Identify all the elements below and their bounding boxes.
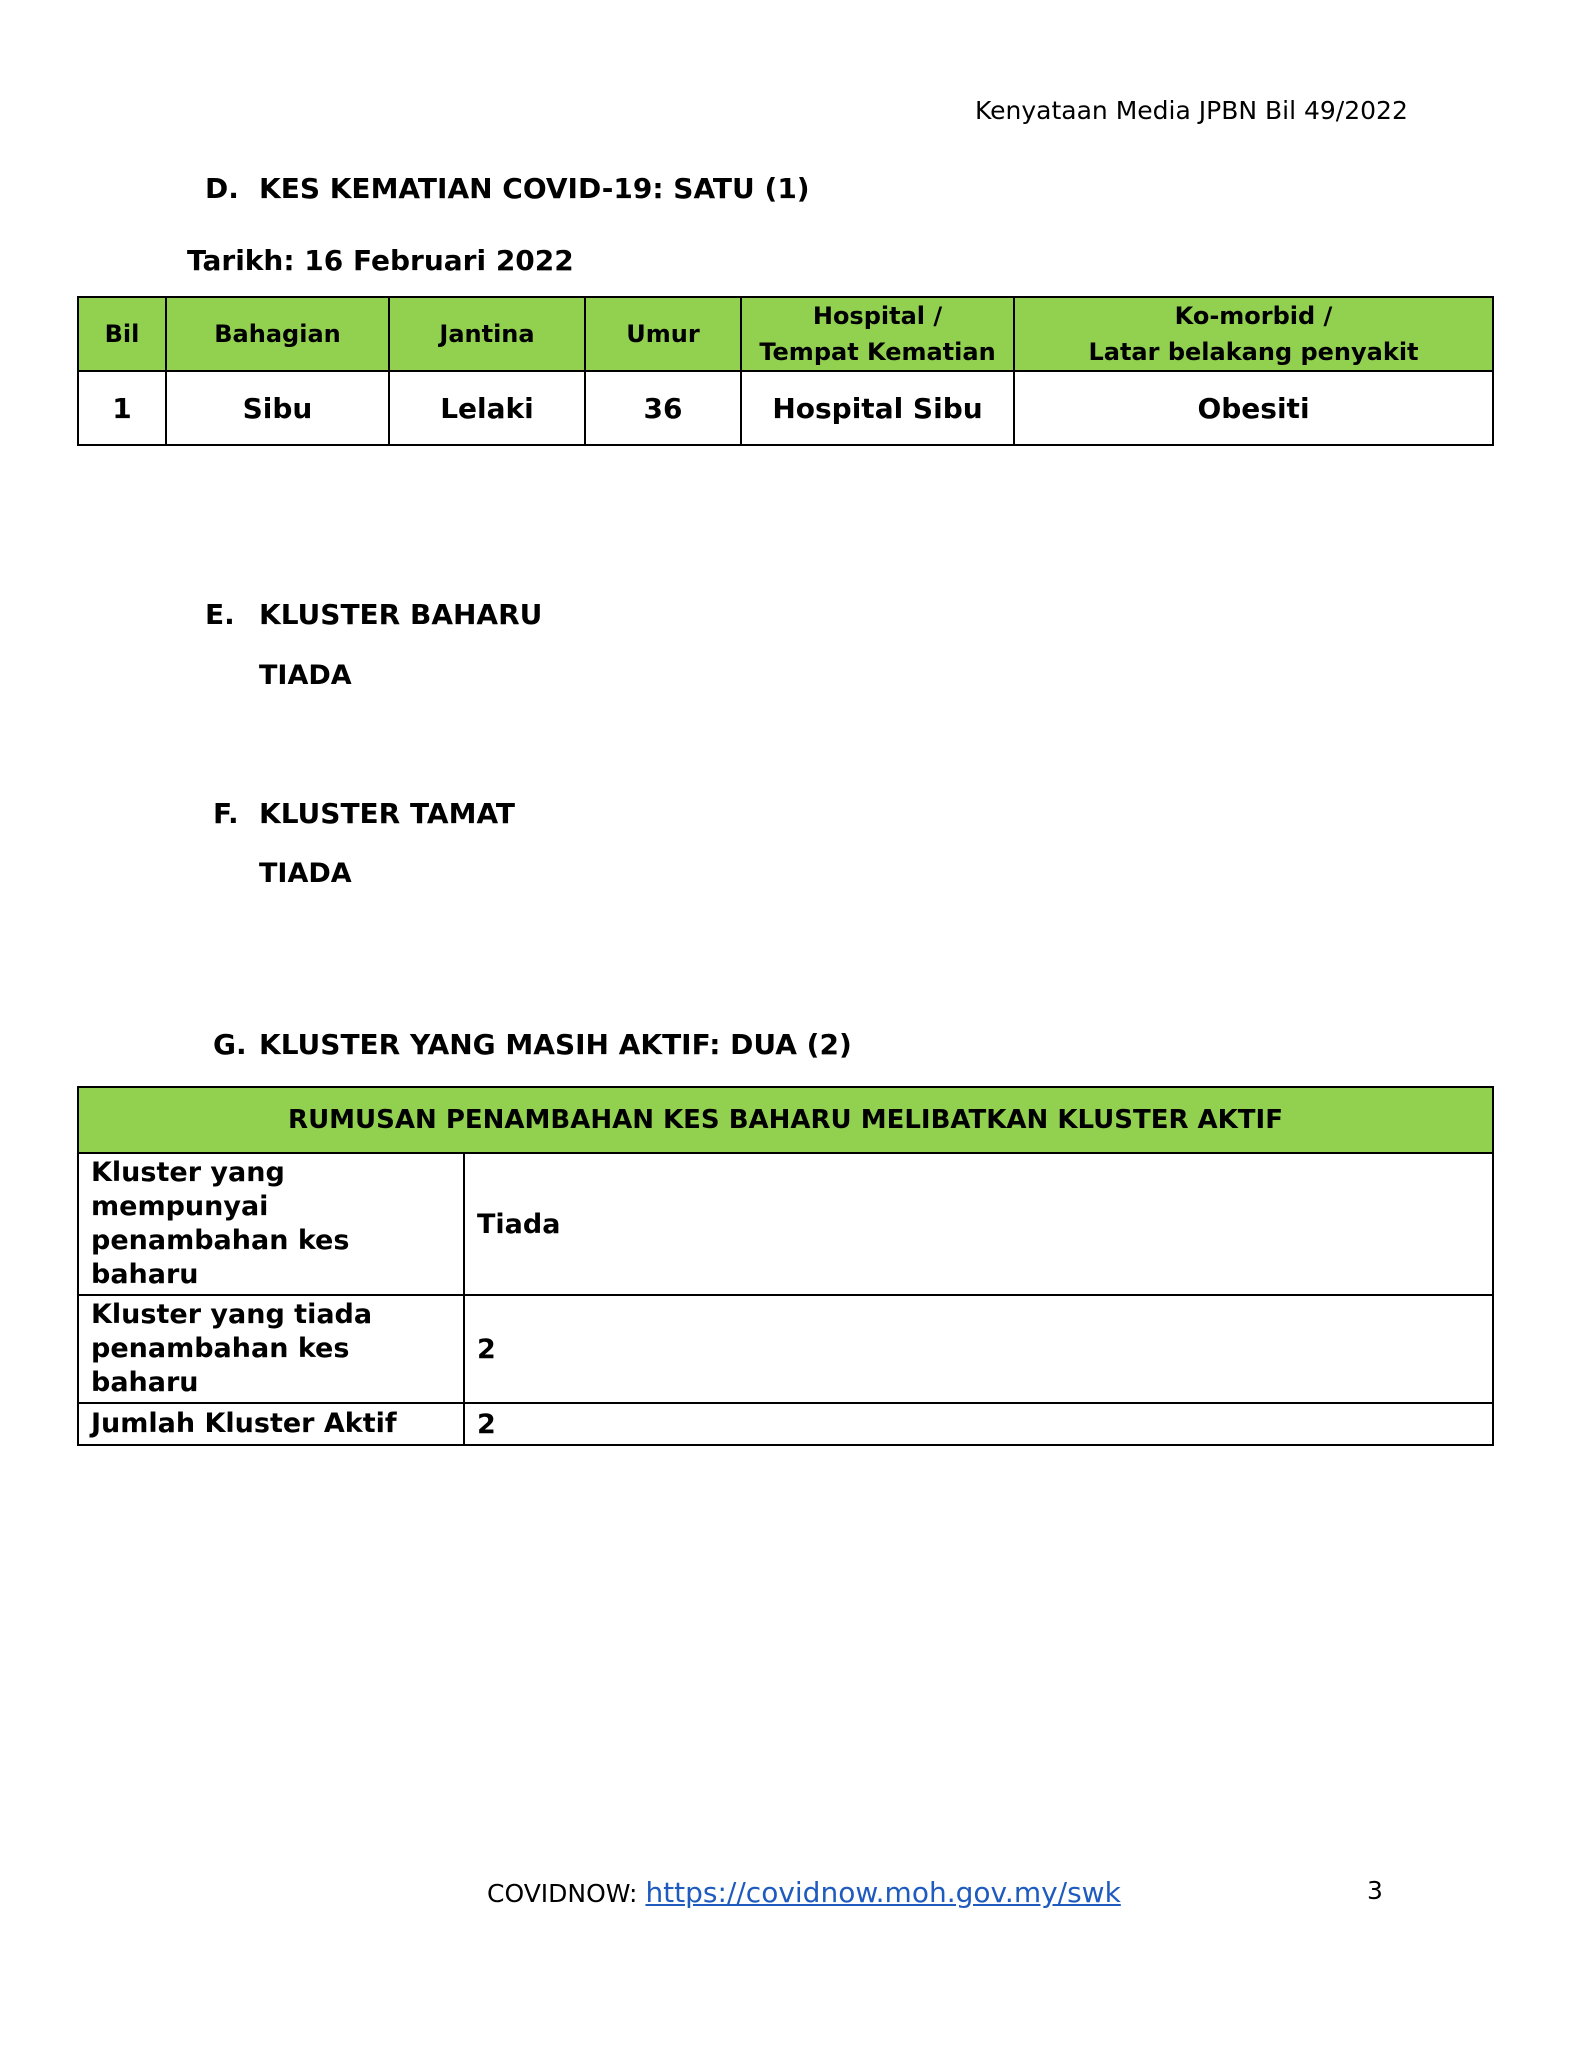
death-cases-table xyxy=(77,296,1494,446)
covidnow-link[interactable]: https://covidnow.moh.gov.my/swk xyxy=(645,1876,1121,1909)
row-value: Tiada xyxy=(464,1153,1493,1295)
header-hospital-line2: Tempat Kematian xyxy=(759,338,996,366)
header-bahagian: Bahagian xyxy=(166,297,389,371)
header-hospital-line1: Hospital / xyxy=(812,302,943,330)
header-umur: Umur xyxy=(585,297,741,371)
cluster-table-heading: RUMUSAN PENAMBAHAN KES BAHARU MELIBATKAN KLUSTER AKTIF xyxy=(78,1087,1493,1153)
death-date: Tarikh: 16 Februari 2022 xyxy=(187,244,574,277)
cell-jantina: Lelaki xyxy=(389,371,585,445)
active-cluster-table xyxy=(77,1086,1494,1446)
header-hospital xyxy=(741,297,1014,371)
cell-bil: 1 xyxy=(78,371,166,445)
cell-komorbid: Obesiti xyxy=(1014,371,1493,445)
header-komorbid xyxy=(1014,297,1493,371)
section-e-letter: E. xyxy=(205,598,235,631)
header-bil: Bil xyxy=(78,297,166,371)
footer xyxy=(487,1876,1121,1909)
section-f-text: TIADA xyxy=(259,858,352,889)
header-jantina: Jantina xyxy=(389,297,585,371)
section-f-heading xyxy=(213,797,515,830)
section-e-title: KLUSTER BAHARU xyxy=(259,598,543,631)
row-label-line2: penambahan kes baharu xyxy=(91,1333,350,1398)
section-e-heading xyxy=(205,598,542,631)
section-d-letter: D. xyxy=(205,172,239,205)
row-label xyxy=(78,1153,464,1295)
section-g-heading xyxy=(213,1028,852,1061)
document-reference: Kenyataan Media JPBN Bil 49/2022 xyxy=(975,96,1408,125)
row-label-line1: Kluster yang mempunyai xyxy=(91,1157,285,1222)
table-row xyxy=(78,371,1493,445)
cell-umur: 36 xyxy=(585,371,741,445)
row-label xyxy=(78,1295,464,1403)
table-row xyxy=(78,1153,1493,1295)
table-row xyxy=(78,1295,1493,1403)
row-value: 2 xyxy=(464,1403,1493,1445)
section-f-letter: F. xyxy=(213,797,239,830)
section-d-heading xyxy=(205,172,810,205)
section-f-title: KLUSTER TAMAT xyxy=(259,797,516,830)
header-komorbid-line2: Latar belakang penyakit xyxy=(1088,338,1419,366)
row-label: Jumlah Kluster Aktif xyxy=(78,1403,464,1445)
header-komorbid-line1: Ko-morbid / xyxy=(1174,302,1333,330)
table-row xyxy=(78,1403,1493,1445)
table-header-row xyxy=(78,297,1493,371)
row-value: 2 xyxy=(464,1295,1493,1403)
cell-bahagian: Sibu xyxy=(166,371,389,445)
section-d-title: KES KEMATIAN COVID-19: SATU (1) xyxy=(259,172,810,205)
page-number: 3 xyxy=(1367,1876,1383,1905)
cell-hospital: Hospital Sibu xyxy=(741,371,1014,445)
footer-prefix: COVIDNOW: xyxy=(487,1879,646,1908)
table-header-row xyxy=(78,1087,1493,1153)
section-g-title: KLUSTER YANG MASIH AKTIF: DUA (2) xyxy=(259,1028,852,1061)
section-g-letter: G. xyxy=(213,1028,247,1061)
row-label-line1: Kluster yang tiada xyxy=(91,1299,373,1330)
row-label-line2: penambahan kes baharu xyxy=(91,1225,350,1290)
section-e-text: TIADA xyxy=(259,660,352,691)
